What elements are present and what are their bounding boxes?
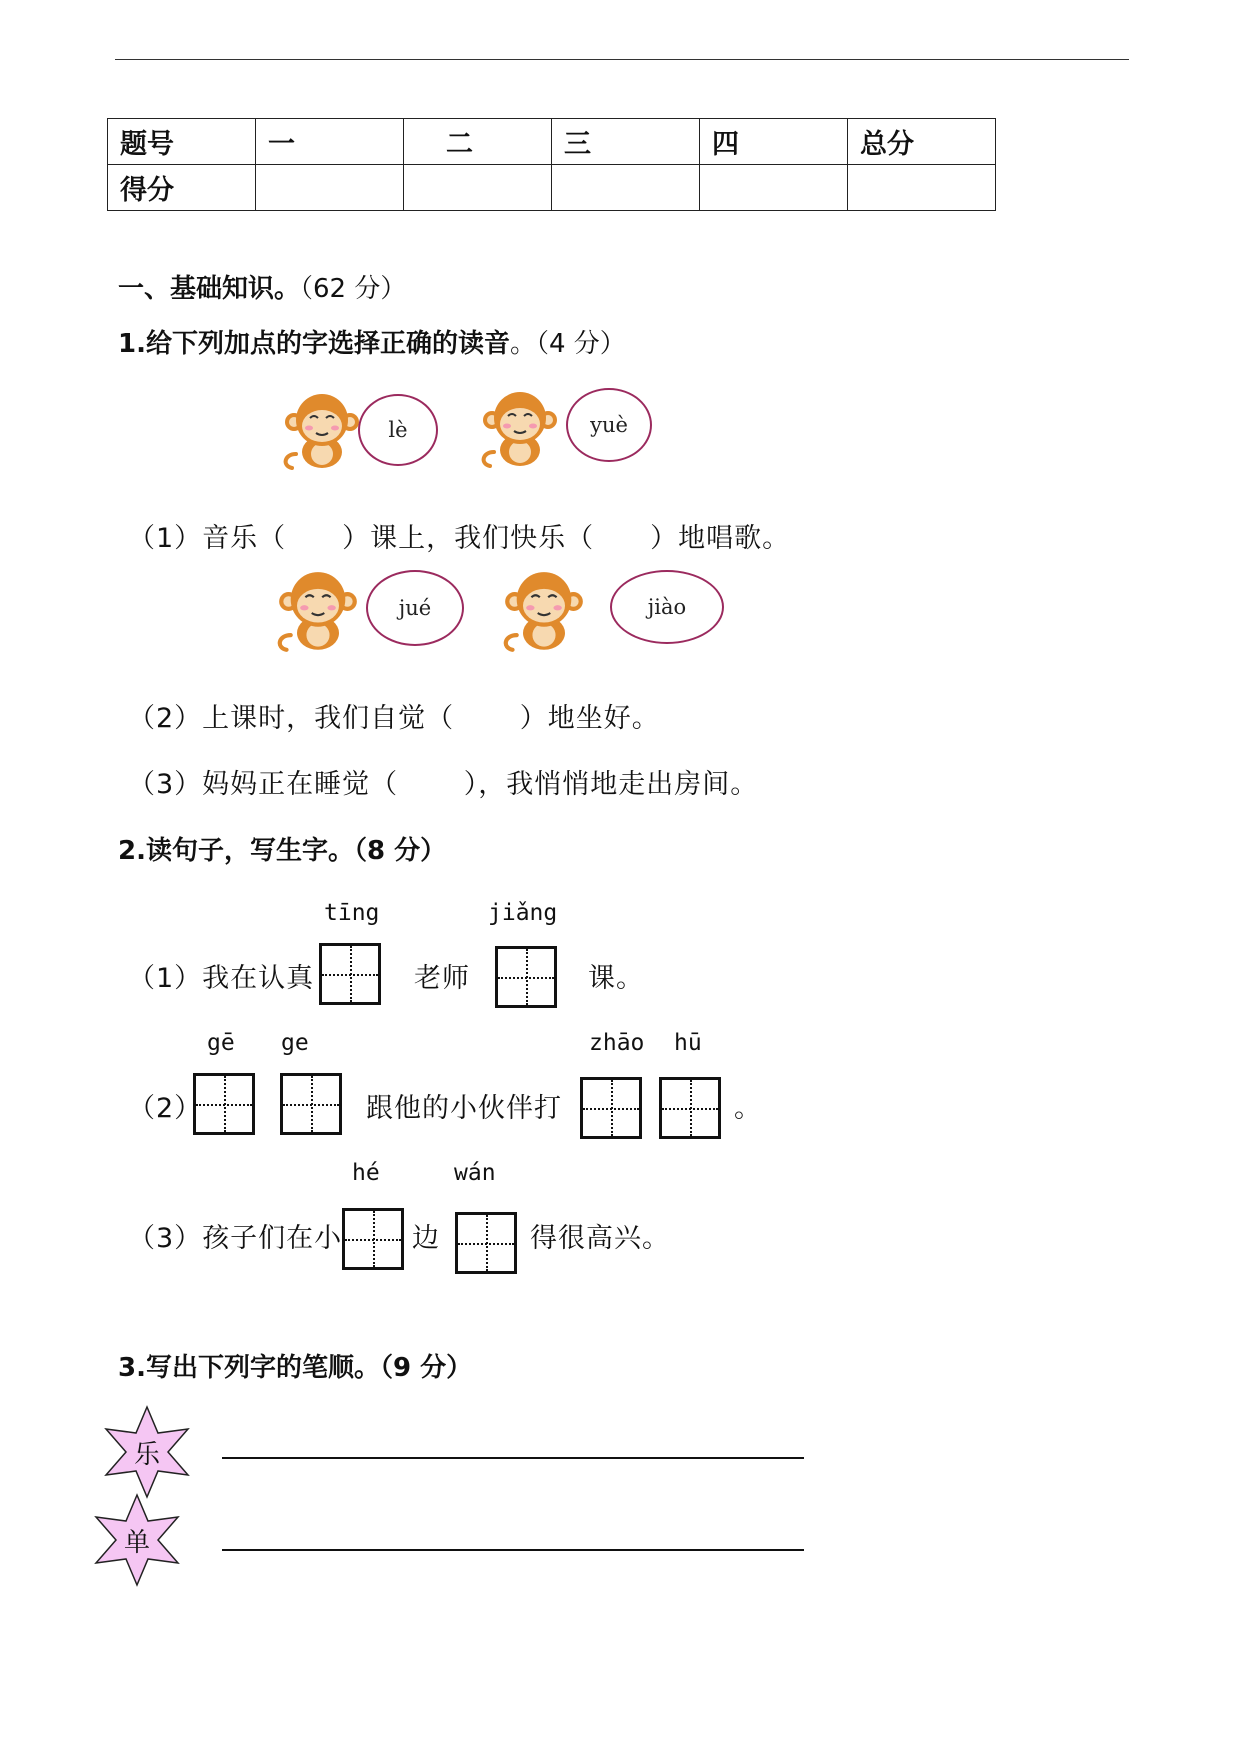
q1-points: 。（4 分） bbox=[509, 329, 626, 359]
writing-grid-icon[interactable] bbox=[280, 1073, 342, 1135]
q3-heading: 3.写出下列字的笔顺。（9 分） bbox=[118, 1353, 473, 1383]
q2-s2-prefix: （2） bbox=[128, 1093, 203, 1124]
pinyin-label: hū bbox=[674, 1030, 702, 1056]
monkey-icon bbox=[270, 570, 366, 654]
stroke-order-answer-line[interactable] bbox=[222, 1457, 804, 1459]
score-header-cell: 三 bbox=[552, 119, 700, 165]
writing-grid-icon[interactable] bbox=[455, 1212, 517, 1274]
star-badge-icon bbox=[100, 1405, 194, 1499]
q2-s2-middle: 跟他的小伙伴打 bbox=[366, 1093, 562, 1124]
writing-grid-icon[interactable] bbox=[495, 946, 557, 1008]
score-table bbox=[107, 118, 996, 211]
pinyin-label: gē bbox=[207, 1030, 235, 1056]
top-rule bbox=[115, 59, 1129, 60]
score-table-score-row bbox=[108, 165, 996, 211]
writing-grid-icon[interactable] bbox=[580, 1077, 642, 1139]
pinyin-label: zhāo bbox=[589, 1030, 645, 1056]
pinyin-label: ge bbox=[281, 1030, 309, 1056]
pinyin-label: hé bbox=[352, 1160, 380, 1186]
stroke-order-char: 单 bbox=[123, 1527, 150, 1558]
stroke-order-char: 乐 bbox=[133, 1439, 160, 1470]
q1-heading bbox=[118, 323, 626, 360]
score-header-cell: 二 bbox=[404, 119, 552, 165]
score-header-cell: 四 bbox=[700, 119, 848, 165]
score-cell[interactable] bbox=[848, 165, 996, 211]
stroke-order-answer-line[interactable] bbox=[222, 1549, 804, 1551]
writing-grid-icon[interactable] bbox=[659, 1077, 721, 1139]
monkey-icon bbox=[476, 390, 564, 470]
pinyin-label: jiǎng bbox=[488, 900, 558, 926]
q2-s1-prefix: （1）我在认真 bbox=[128, 963, 315, 994]
q2-s1-middle: 老师 bbox=[414, 963, 470, 994]
writing-grid-icon[interactable] bbox=[342, 1208, 404, 1270]
score-cell[interactable] bbox=[700, 165, 848, 211]
q2-s3-prefix: （3）孩子们在小 bbox=[128, 1223, 343, 1254]
score-cell[interactable] bbox=[256, 165, 404, 211]
score-row-label: 得分 bbox=[108, 165, 256, 211]
score-header-cell: 一 bbox=[256, 119, 404, 165]
score-header-cell: 总分 bbox=[848, 119, 996, 165]
pinyin-option-bubble: lè bbox=[358, 394, 438, 466]
writing-grid-icon[interactable] bbox=[193, 1073, 255, 1135]
score-cell[interactable] bbox=[404, 165, 552, 211]
section1-heading bbox=[118, 268, 406, 305]
writing-grid-icon[interactable] bbox=[319, 943, 381, 1005]
star-badge-icon bbox=[90, 1493, 184, 1587]
pinyin-option-bubble: jiào bbox=[610, 570, 724, 644]
monkey-icon bbox=[278, 392, 366, 472]
pinyin-option-bubble: jué bbox=[366, 570, 464, 646]
q2-s1-suffix: 课。 bbox=[588, 963, 644, 994]
pinyin-label: wán bbox=[454, 1160, 496, 1186]
pinyin-label: tīng bbox=[324, 900, 380, 926]
monkey-icon bbox=[496, 570, 592, 654]
score-cell[interactable] bbox=[552, 165, 700, 211]
q1-sentence-1: （1）音乐（ ）课上，我们快乐（ ）地唱歌。 bbox=[128, 523, 791, 554]
q1-sentence-3: （3）妈妈正在睡觉（ ），我悄悄地走出房间。 bbox=[128, 769, 759, 800]
q2-s3-suffix: 得很高兴。 bbox=[530, 1223, 670, 1254]
q2-s3-middle: 边 bbox=[412, 1223, 440, 1254]
section1-title: 一、基础知识。 bbox=[118, 274, 301, 304]
q2-heading: 2.读句子，写生字。（8 分） bbox=[118, 836, 447, 866]
q1-title: 1.给下列加点的字选择正确的读音 bbox=[118, 329, 510, 359]
pinyin-option-bubble: yuè bbox=[566, 388, 652, 462]
section1-points: （62 分） bbox=[300, 274, 407, 304]
score-header-cell: 题号 bbox=[108, 119, 256, 165]
score-table-header-row bbox=[108, 119, 996, 165]
q1-sentence-2: （2）上课时，我们自觉（ ）地坐好。 bbox=[128, 703, 660, 734]
q2-s2-suffix: 。 bbox=[734, 1093, 762, 1124]
